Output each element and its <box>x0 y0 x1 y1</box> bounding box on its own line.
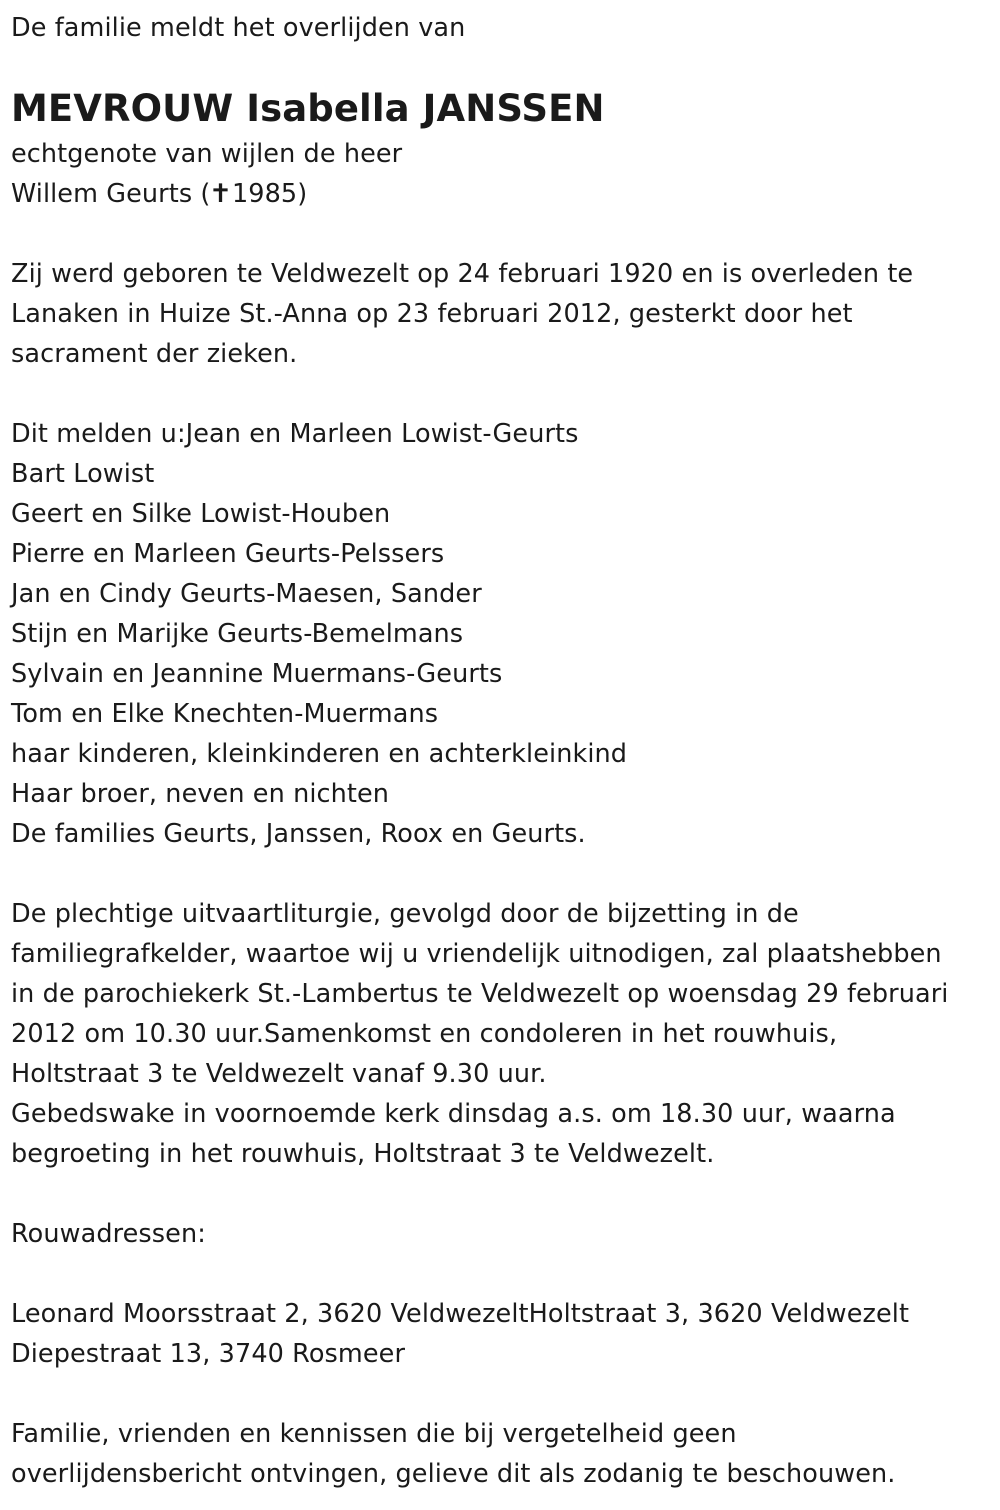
spouse-name-line <box>11 174 996 214</box>
family-line: Dit melden u:Jean en Marleen Lowist-Geurts <box>11 419 579 449</box>
family-line: Jan en Cindy Geurts-Maesen, Sander <box>11 579 482 609</box>
family-line: Bart Lowist <box>11 459 155 489</box>
paragraph-line: Familie, vrienden en kennissen die bij vergetelheid geen <box>11 1419 737 1449</box>
paragraph-line: begroeting in het rouwhuis, Holtstraat 3 te Veldwezelt. <box>11 1139 715 1169</box>
deceased-name: MEVROUW Isabella JANSSEN <box>11 87 605 130</box>
spouse-line: echtgenote van wijlen de heer <box>11 139 403 169</box>
paragraph-line: sacrament der zieken. <box>11 339 298 369</box>
addresses-list <box>11 1294 996 1374</box>
cross-icon: ✝ <box>209 179 234 209</box>
spacer <box>11 1254 996 1294</box>
birth-death-paragraph <box>11 254 996 374</box>
paragraph-line: in de parochiekerk St.-Lambertus te Veldwezelt op woensdag 29 februari <box>11 979 949 1009</box>
spacer <box>11 214 996 254</box>
addresses-heading: Rouwadressen: <box>11 1219 206 1249</box>
paragraph-line: overlijdensbericht ontvingen, gelieve dit als zodanig te beschouwen. <box>11 1459 896 1489</box>
spacer <box>11 374 996 414</box>
spacer <box>11 1374 996 1414</box>
intro-text: De familie meldt het overlijden van <box>11 13 466 43</box>
family-list <box>11 414 996 854</box>
funeral-paragraph <box>11 894 996 1174</box>
paragraph-line: Holtstraat 3 te Veldwezelt vanaf 9.30 uur. <box>11 1059 547 1089</box>
address-line: Diepestraat 13, 3740 Rosmeer <box>11 1339 406 1369</box>
family-line: De families Geurts, Janssen, Roox en Geurts. <box>11 819 586 849</box>
family-line: Haar broer, neven en nichten <box>11 779 390 809</box>
address-line: Leonard Moorsstraat 2, 3620 VeldwezeltHoltstraat 3, 3620 Veldwezelt <box>11 1299 910 1329</box>
paragraph-line: 2012 om 10.30 uur.Samenkomst en condoleren in het rouwhuis, <box>11 1019 838 1049</box>
family-line: haar kinderen, kleinkinderen en achterkleinkind <box>11 739 628 769</box>
spacer <box>11 1174 996 1214</box>
paragraph-line: Lanaken in Huize St.-Anna op 23 februari 2012, gesterkt door het <box>11 299 853 329</box>
closing-paragraph <box>11 1414 996 1494</box>
paragraph-line: familiegrafkelder, waartoe wij u vriendelijk uitnodigen, zal plaatshebben <box>11 939 942 969</box>
family-line: Geert en Silke Lowist-Houben <box>11 499 391 529</box>
family-line: Tom en Elke Knechten-Muermans <box>11 699 439 729</box>
family-line: Sylvain en Jeannine Muermans-Geurts <box>11 659 503 689</box>
obituary-document <box>11 8 996 1494</box>
paragraph-line: De plechtige uitvaartliturgie, gevolgd door de bijzetting in de <box>11 899 799 929</box>
paragraph-line: Zij werd geboren te Veldwezelt op 24 februari 1920 en is overleden te <box>11 259 914 289</box>
paragraph-line: Gebedswake in voornoemde kerk dinsdag a.s. om 18.30 uur, waarna <box>11 1099 896 1129</box>
spouse-name: Willem Geurts ( <box>11 179 211 209</box>
spacer <box>11 854 996 894</box>
spouse-death-year: 1985) <box>231 179 308 209</box>
family-line: Pierre en Marleen Geurts-Pelssers <box>11 539 445 569</box>
family-line: Stijn en Marijke Geurts-Bemelmans <box>11 619 464 649</box>
